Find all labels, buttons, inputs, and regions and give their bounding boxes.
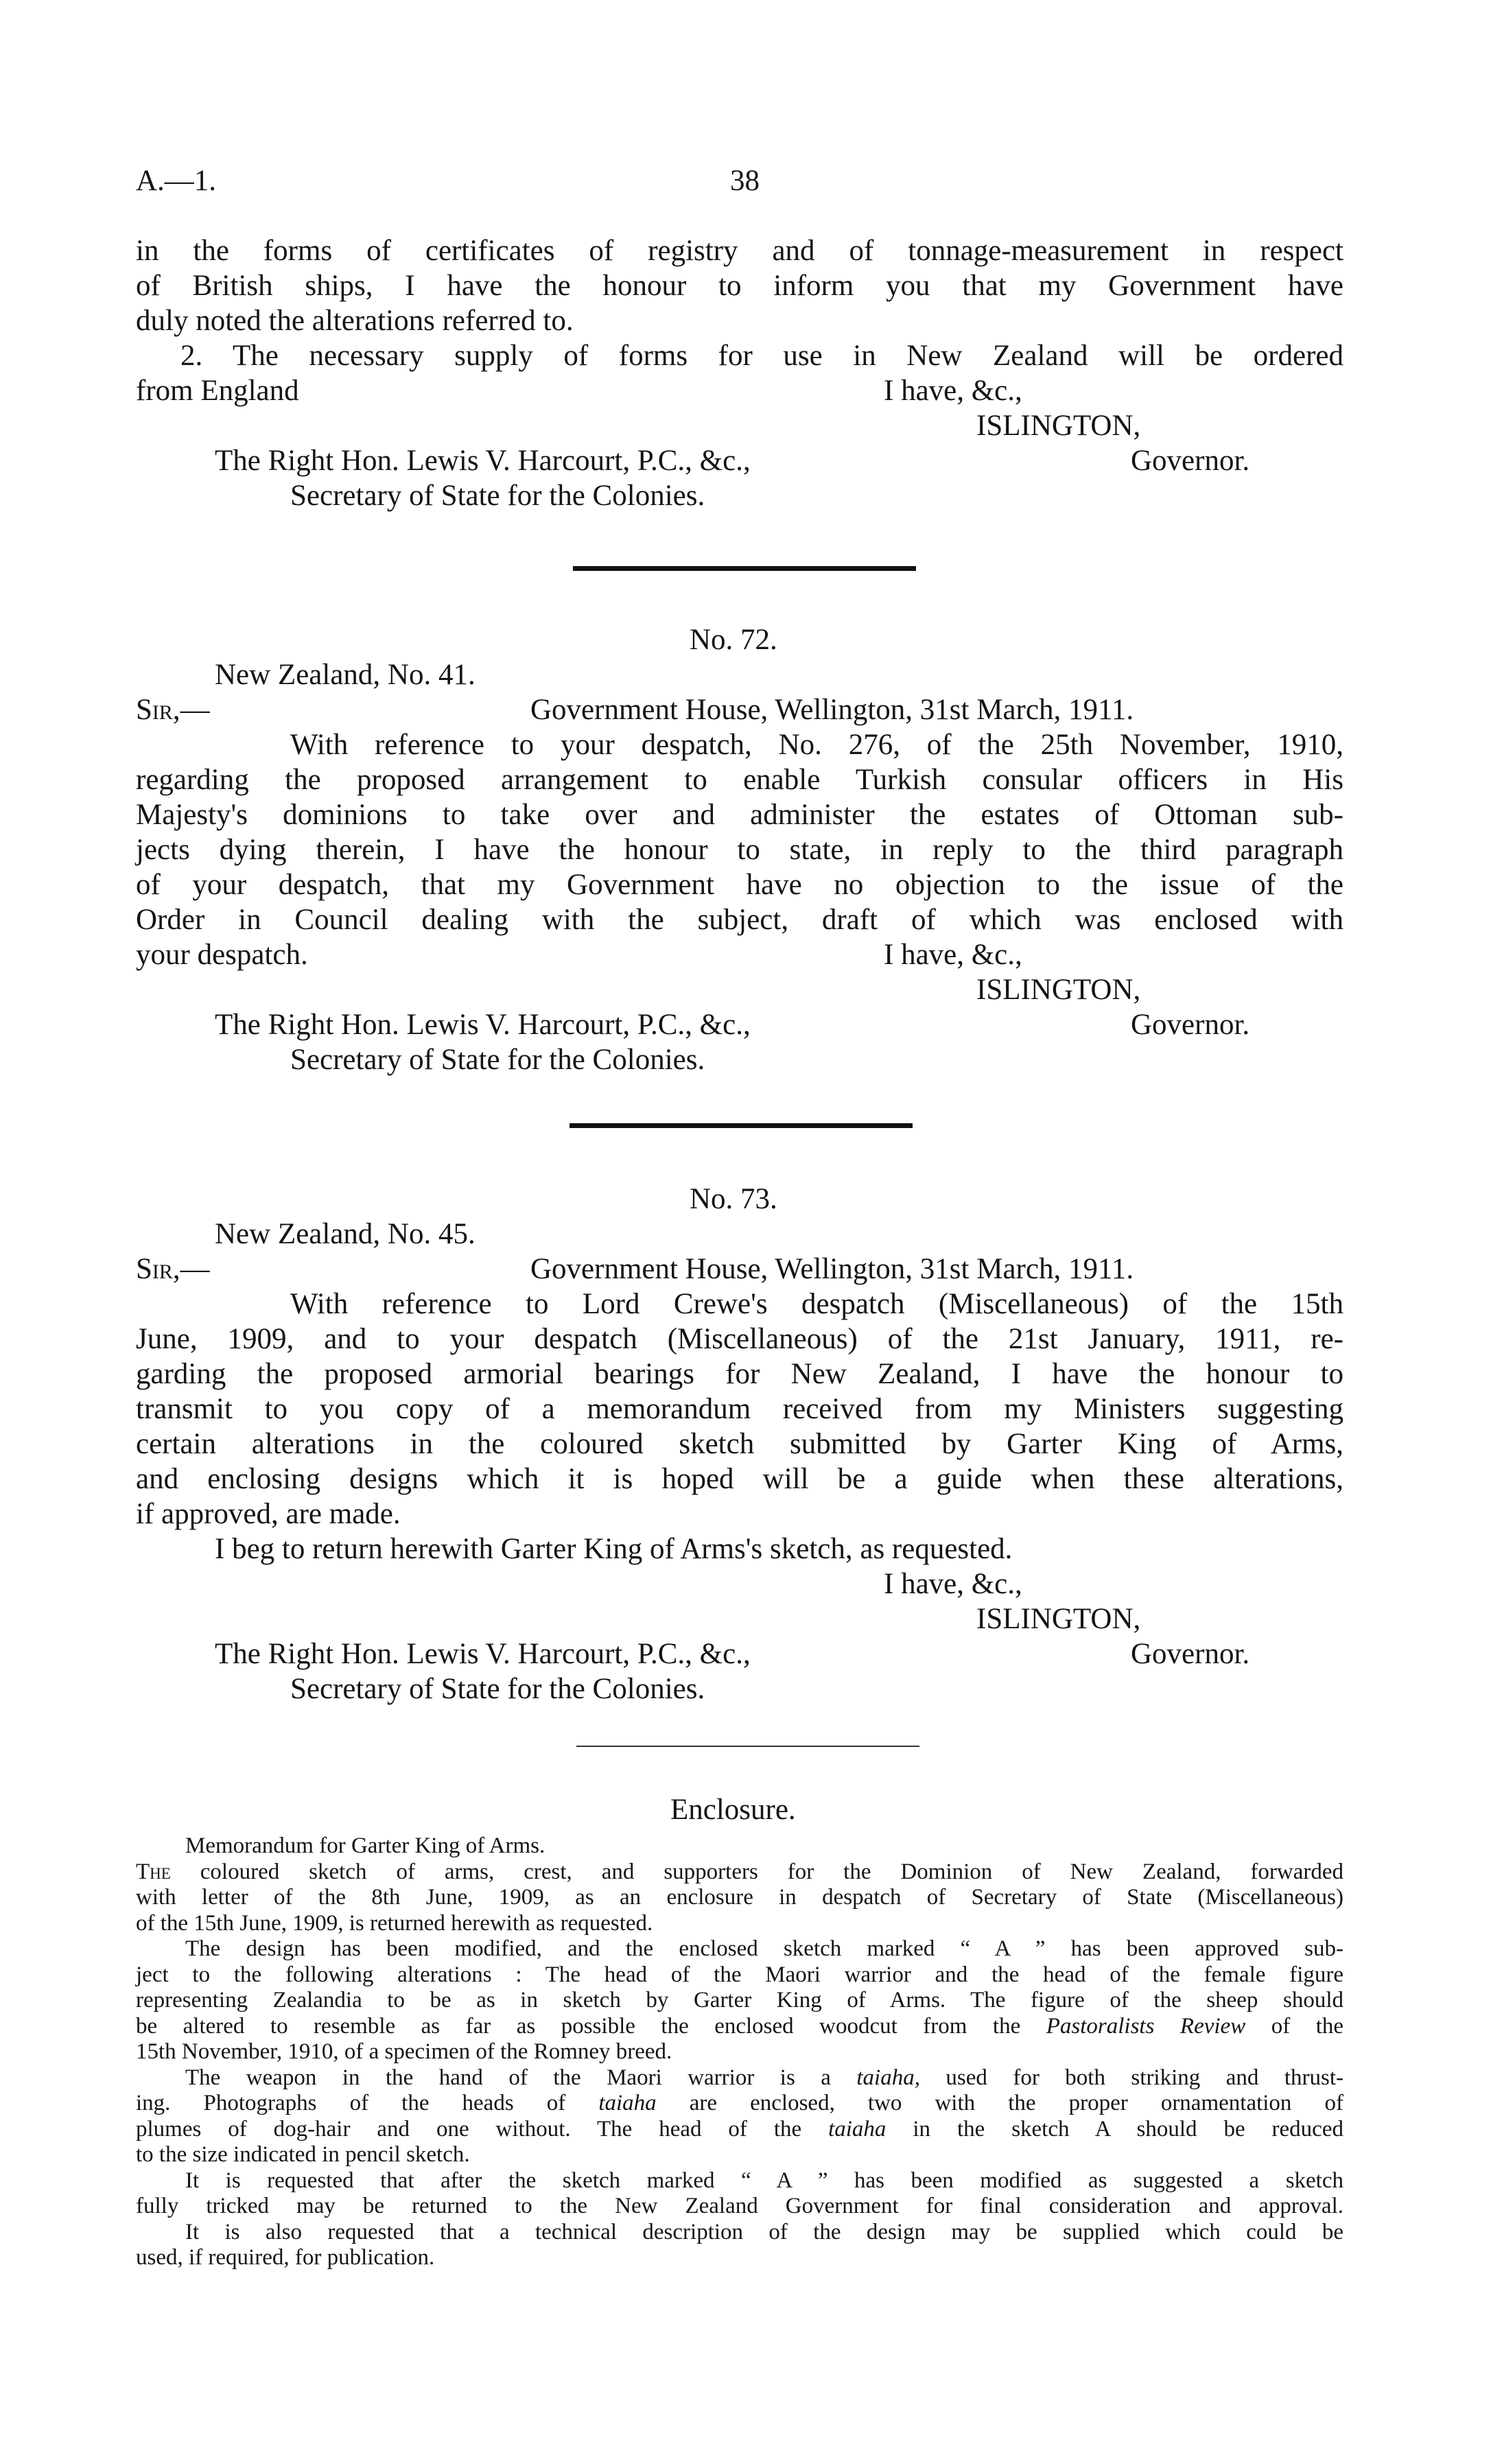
publication-title: Pastoralists Review <box>1046 2013 1246 2039</box>
memo-line-rest: coloured sketch of arms, crest, and supporters for the Dominion of New Zealand, forwarded <box>200 1859 1343 1884</box>
memo-line: It is also requested that a technical description of the design may be supplied which could be <box>185 2219 1343 2244</box>
body-line: certain alterations in the coloured sketch submitted by Garter King of Arms, <box>136 1428 1343 1460</box>
memo-line: representing Zealandia to be as in sketch by Garter King of Arms. The figure of the sheep should <box>136 1988 1343 2013</box>
body-line: regarding the proposed arrangement to enable Turkish consular officers in His <box>136 764 1343 796</box>
memo-line: fully tricked may be returned to the New Zealand Government for final consideration and approval. <box>136 2194 1343 2218</box>
body-line: June, 1909, and to your despatch (Miscellaneous) of the 21st January, 1911, re- <box>136 1323 1343 1355</box>
body-line: if approved, are made. <box>136 1498 401 1530</box>
body-line: jects dying therein, I have the honour to state, in reply to the third paragraph <box>136 834 1343 866</box>
place-date: Government House, Wellington, 31st March, 1911. <box>530 694 1134 726</box>
addressee: The Right Hon. Lewis V. Harcourt, P.C., &c., <box>215 1638 751 1670</box>
enclosure-heading: Enclosure. <box>670 1794 796 1826</box>
body-line: duly noted the alterations referred to. <box>136 305 574 337</box>
letter-reference: New Zealand, No. 45. <box>215 1218 476 1250</box>
governor-title: Governor. <box>1131 1009 1250 1041</box>
body-line: Majesty's dominions to take over and administer the estates of Ottoman sub- <box>136 799 1343 831</box>
memo-line: of the 15th June, 1909, is returned herewith as requested. <box>136 1910 653 1936</box>
memo-line <box>136 2091 1343 2117</box>
section-divider <box>576 1746 919 1747</box>
maori-term: taiaha, <box>856 2065 920 2090</box>
memo-line: 15th November, 1910, of a specimen of the Romney breed. <box>136 2039 672 2064</box>
memo-line <box>136 2117 1343 2143</box>
previous-letter-continuation <box>136 233 1343 513</box>
section-divider <box>570 1123 913 1128</box>
body-line: With reference to your despatch, No. 276, of the 25th November, 1910, <box>290 729 1343 761</box>
body-line: With reference to Lord Crewe's despatch (Miscellaneous) of the 15th <box>290 1288 1343 1320</box>
memo-line: ject to the following alterations : The head of the Maori warrior and the head of the female figure <box>136 1962 1343 1987</box>
addressee-title: Secretary of State for the Colonies. <box>290 1673 705 1705</box>
signature: ISLINGTON, <box>976 974 1141 1006</box>
governor-title: Governor. <box>1131 445 1250 477</box>
memo-line <box>136 2065 1343 2091</box>
memo-line: It is requested that after the sketch marked “ A ” has been modified as suggested a sketch <box>185 2168 1343 2193</box>
letter-reference: New Zealand, No. 41. <box>215 659 476 691</box>
addressee: The Right Hon. Lewis V. Harcourt, P.C., &c., <box>215 1009 751 1041</box>
memo-line: with letter of the 8th June, 1909, as an enclosure in despatch of Secretary of State (Miscellaneous) <box>136 1885 1343 1910</box>
body-line: I beg to return herewith Garter King of Arms's sketch, as requested. <box>215 1533 1013 1565</box>
body-line: transmit to you copy of a memorandum received from my Ministers suggesting <box>136 1393 1343 1425</box>
letter-number: No. 72. <box>690 624 777 656</box>
letter-72 <box>136 657 1343 1077</box>
body-line: 2. The necessary supply of forms for use in New Zealand will be ordered <box>180 340 1343 372</box>
salutation: Sir,— <box>136 694 210 726</box>
salutation: Sir,— <box>136 1253 210 1285</box>
addressee-title: Secretary of State for the Colonies. <box>290 1044 705 1076</box>
body-line: and enclosing designs which it is hoped will be a guide when these alterations, <box>136 1463 1343 1495</box>
closing-text: from England <box>136 375 299 407</box>
section-divider <box>573 566 916 571</box>
memo-text: The weapon in the hand of the Maori warrior is a <box>185 2065 857 2090</box>
closing-text: your despatch. <box>136 939 308 971</box>
letter-number: No. 73. <box>690 1183 777 1215</box>
body-line: Order in Council dealing with the subject, draft of which was enclosed with <box>136 904 1343 936</box>
maori-term: taiaha <box>598 2091 657 2115</box>
memo-line: The design has been modified, and the enclosed sketch marked “ A ” has been approved sub- <box>185 1936 1343 1961</box>
memo-first-word: The <box>136 1859 171 1884</box>
memo-title: Memorandum for Garter King of Arms. <box>185 1833 545 1858</box>
memo-text: be altered to resemble as far as possible the enclosed woodcut from the <box>136 2013 1046 2039</box>
memo-line <box>136 2014 1343 2040</box>
memo-line: to the size indicated in pencil sketch. <box>136 2142 470 2167</box>
memo-text: of the <box>1245 2013 1344 2039</box>
memo-text: are enclosed, two with the proper ornamentation of <box>656 2091 1343 2115</box>
memo-line <box>136 1859 1343 1886</box>
signature: ISLINGTON, <box>976 1603 1141 1635</box>
memo-text: used for both striking and thrust- <box>919 2065 1343 2090</box>
page-section-label: A.—1. <box>136 165 217 197</box>
memo-line: used, if required, for publication. <box>136 2245 435 2270</box>
signature: ISLINGTON, <box>976 410 1141 442</box>
addressee-title: Secretary of State for the Colonies. <box>290 480 705 512</box>
closing-phrase: I have, &c., <box>884 375 1022 407</box>
letter-73 <box>136 1217 1343 1706</box>
governor-title: Governor. <box>1131 1638 1250 1670</box>
memo-text: ing. Photographs of the heads of <box>136 2091 599 2115</box>
closing-phrase: I have, &c., <box>884 939 1022 971</box>
closing-phrase: I have, &c., <box>884 1568 1022 1600</box>
addressee: The Right Hon. Lewis V. Harcourt, P.C., &c., <box>215 445 751 477</box>
memo-text: in the sketch A should be reduced <box>886 2116 1343 2142</box>
place-date: Government House, Wellington, 31st March, 1911. <box>530 1253 1134 1285</box>
maori-term: taiaha <box>828 2116 887 2142</box>
memo-text: plumes of dog-hair and one without. The head of the <box>136 2116 829 2142</box>
page-number: 38 <box>730 165 760 197</box>
body-line: of your despatch, that my Government have no objection to the issue of the <box>136 869 1343 901</box>
body-line: in the forms of certificates of registry and of tonnage-measurement in respect <box>136 235 1343 267</box>
enclosure-memorandum <box>136 1833 1343 2271</box>
body-line: garding the proposed armorial bearings for New Zealand, I have the honour to <box>136 1358 1343 1390</box>
body-line: of British ships, I have the honour to inform you that my Government have <box>136 270 1343 302</box>
